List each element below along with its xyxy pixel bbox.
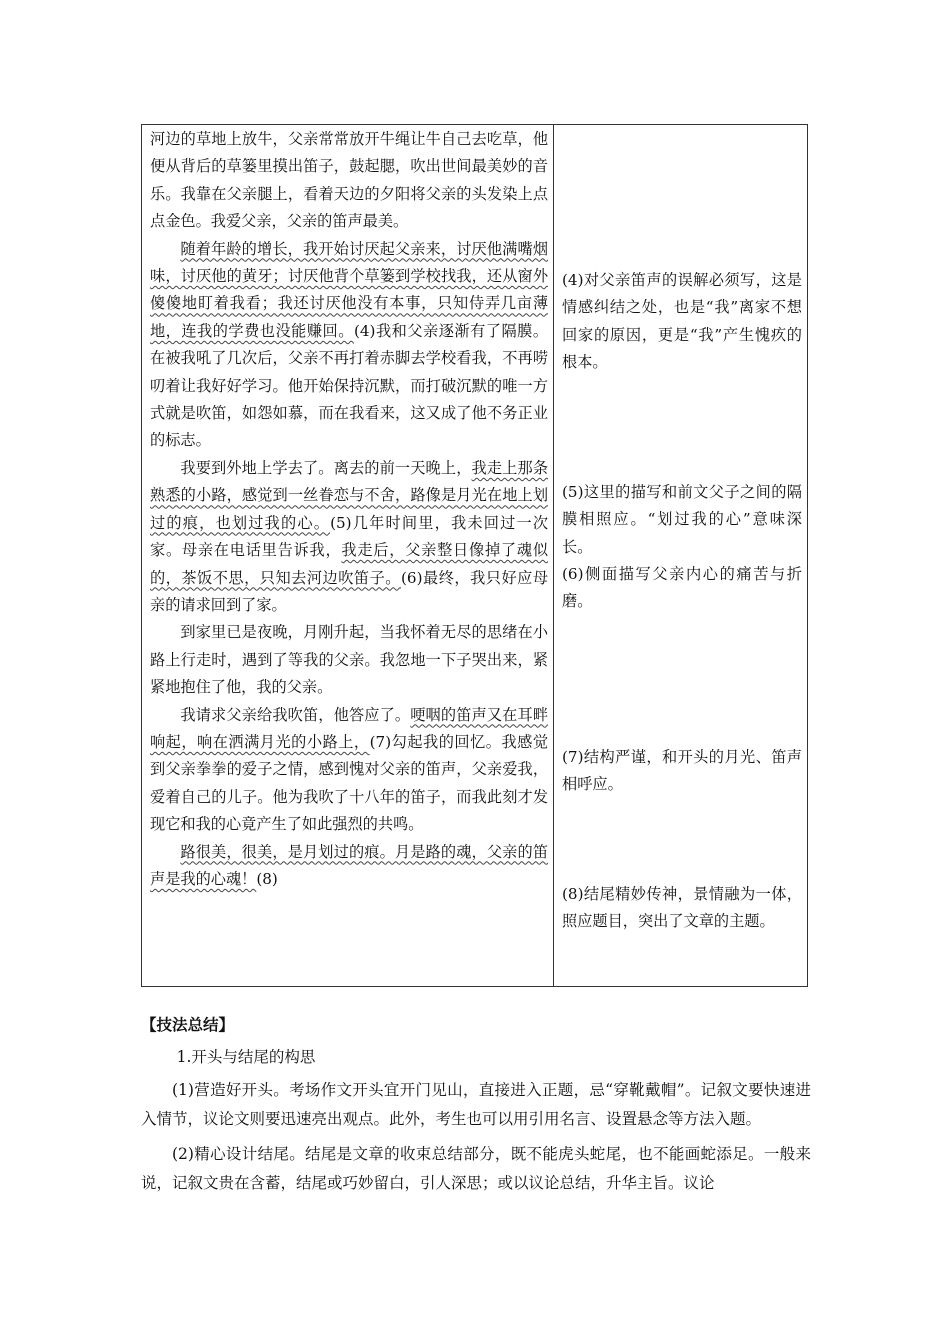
- essay-paragraph-1: 河边的草地上放牛，父亲常常放开牛绳让牛自己去吃草，他便从背后的草篓里摸出笛子，鼓起腮，吹出世间最美妙的音乐。我靠在父亲腿上，看着天边的夕阳将父亲的头发染上点点金色。我爱父亲，父亲的笛声最美。: [150, 130, 548, 231]
- wavy-underlined-text: 哽咽的笛声又在耳畔响起，响在洒满月光的小路上，: [150, 705, 549, 751]
- wavy-underlined-text: 我走后，父亲整日像掉了魂似的，茶饭不思，只知去河边吹笛子。: [150, 541, 549, 587]
- annotation-note-4: (4)对父亲笛声的误解必须写，这是情感纠结之处，也是“我”离家不想回家的原因，更是“我”产生愧疚的根本。: [562, 271, 802, 372]
- summary-paragraph-2: (2)精心设计结尾。结尾是文章的收束总结部分，既不能虎头蛇尾，也不能画蛇添足。一般来说，记叙文贵在含蓄，结尾或巧妙留白，引人深思；或以议论总结，升华主旨。议论: [141, 1145, 811, 1192]
- table-column-divider: [553, 124, 554, 987]
- essay-text-column: [150, 126, 548, 893]
- annotation-note-7: (7)结构严谨，和开头的月光、笛声相呼应。: [562, 748, 802, 794]
- essay-paragraph-2: [150, 236, 548, 455]
- wavy-underlined-text: 路很美，很美，是月划过的痕。月是路的魂，父亲的笛声是我的心魂！: [150, 842, 548, 888]
- essay-paragraph-5-b: (7)勾起我的回忆。我感觉到父亲拳拳的爱子之情，感到愧对父亲的笛声，父亲爱我，爱着自己的儿子。他为我吹了十八年的笛子，而我此刻才发现它和我的心竟产生了如此强烈的共鸣。: [150, 732, 549, 834]
- summary-subheading: 1.开头与结尾的构思: [176, 1048, 316, 1066]
- essay-paragraph-3-c: (6)最终，我只好应母亲的请求回到了家。: [150, 568, 549, 614]
- technique-summary: [141, 1012, 811, 1198]
- annotation-note-5: (5)这里的描写和前文父子之间的隔膜相照应。“划过我的心”意味深长。: [562, 483, 802, 556]
- annotation-note-8: (8)结尾精妙传神，景情融为一体，照应题目，突出了文章的主题。: [562, 885, 802, 931]
- essay-paragraph-3: [150, 455, 548, 619]
- essay-paragraph-3-a: 我要到外地上学去了。离去的前一天晚上，: [180, 458, 472, 477]
- annotation-note-6: (6)侧面描写父亲内心的痛苦与折磨。: [562, 565, 802, 611]
- essay-paragraph-6-b: (8): [256, 869, 278, 888]
- summary-paragraph-1: (1)营造好开头。考场作文开头宜开门见山，直接进入正题，忌“穿靴戴帽”。记叙文要快速进入情节，议论文则要迅速亮出观点。此外，考生也可以用引用名言、设置悬念等方法入题。: [141, 1081, 811, 1128]
- wavy-underlined-text: 我走上那条熟悉的小路，感觉到一丝眷恋与不舍，路像是月光在地上划过的痕，也划过我的心。: [150, 458, 549, 532]
- essay-paragraph-3-b: (5)几年时间里，我未回过一次家。母亲在电话里告诉我，: [150, 513, 549, 560]
- essay-paragraph-5-a: 我请求父亲给我吹笛，他答应了。: [180, 705, 411, 724]
- essay-paragraph-4: 到家里已是夜晚，月刚升起，当我怀着无尽的思绪在小路上行走时，遇到了等我的父亲。我忽地一下子哭出来，紧紧地抱住了他，我的父亲。: [150, 623, 548, 697]
- wavy-underlined-text: 随着年龄的增长，我开始讨厌起父亲来，讨厌他满嘴烟味，讨厌他的黄牙；讨厌他背个草篓到学校找我，还从窗外傻傻地盯着我看；我还讨厌他没有本事，只知侍弄几亩薄地，连我的学费也没能赚回。: [150, 239, 548, 340]
- summary-heading: 【技法总结】: [141, 1015, 235, 1034]
- essay-paragraph-5: [150, 702, 548, 839]
- essay-paragraph-2-rest: (4)我和父亲逐渐有了隔膜。在被我吼了几次后，父亲不再打着赤脚去学校看我，不再唠叨着让我好好学习。他开始保持沉默，而打破沉默的唯一方式就是吹笛，如怨如慕，而在我看来，这又成了他不务正业的标志。: [150, 321, 549, 450]
- essay-paragraph-6: [150, 839, 548, 894]
